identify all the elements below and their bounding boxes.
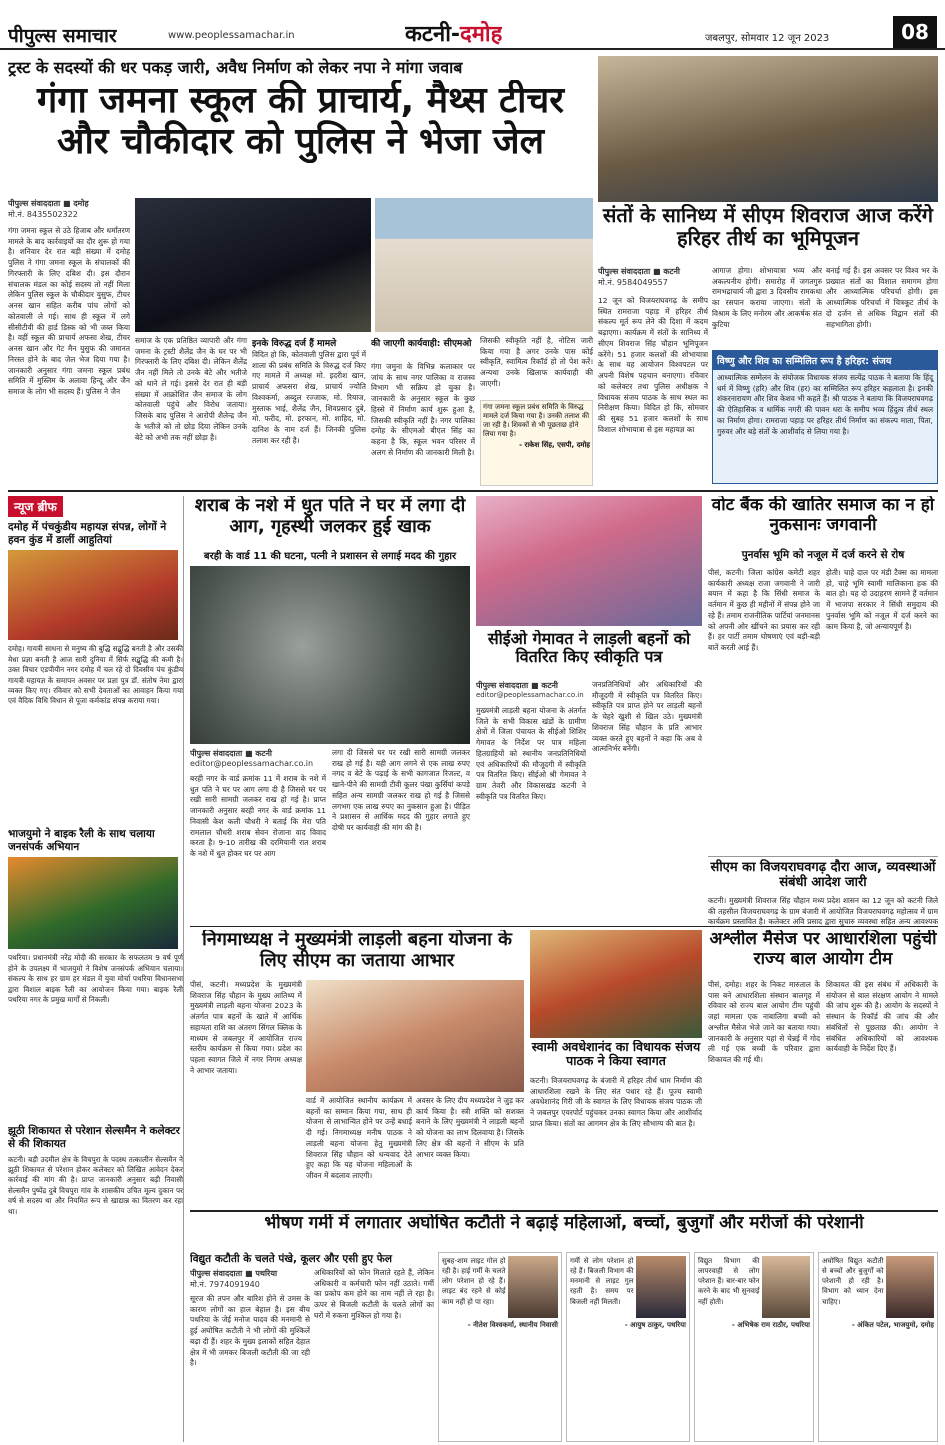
story2-body-col1: 12 जून को विजयराघवगढ़ के समीप स्थित रामराजा पहाड़ में हरिहर तीर्थ संकल्प मूर्त रूप लेने की दिशा में कदम बढ़ाएगा। कार्यक्रम में संतों के सानिध्य में सीएम शिवराज सिंह चौहान भूमिपूजन करेंगे। 51 हजार कलशों की शोभायात्रा के साथ यह आयोजन विश्वपटल पर अपनी विशेष पहचान बनाएगा। रविवार को कलेक्टर तथा पुलिस अधीक्षक ने विधायक संजय पाठक के साथ स्थल का निरीक्षण किया। विदित हो कि, सोमवार की सुबह 51 हजार कलशों के साथ विशाल शोभायात्रा से इस महायज्ञ का bbox=[598, 296, 708, 434]
quote-1-portrait bbox=[508, 1256, 558, 1318]
story1-body-col1: गंगा जमना स्कूल से उठे हिजाब और धर्मांतरण मामले के बाद कार्रवाइयों का दौर शुरू हो गया है। शनिवार देर रात बड़ी संख्या में दमोह पुलिस ने गंगा जमना स्कूल के संचालकों की गिरफ्तारी के लिए दबिश दी। इस दौरान संचालक मंडल का कोई सदस्य तो नहीं मिला लेकिन पुलिस स्कूल के चौकीदार युसुफ, टीचर अनस खान सहित करीब पांच लोगों को कोतवाली ले गई। साथ ही स्कूल में लगे सीसीटीवी की हार्ड डिस्क को भी जब्त किया है। वहीं स्कूल की प्राचार्य अफसा शेख, टीचर अनस खान और गेट मैन युसुफ की जमानत निरस्त होने के बाद जेल भेज दिया गया है। जानकारी अनुसार गंगा जमना स्कूल प्रबंध समिति में मुस्लिम के अलावा हिन्दू और जैन समाज के लोग भी सदस्य हैं। पुलिस ने जैन bbox=[8, 226, 130, 397]
story6-body: कटनी। मुख्यमंत्री शिवराज सिंह चौहान मध्य प्रदेश शासन का 12 जून को कटनी जिले की तहसील विजयराघवगढ़ के ग्राम बंजारी में आयोजित विजयराघवगढ़ महोत्सव में ग्राम कार्यक्रम प्रस्तावित है। कलेक्टर अवि प्रसाद द्वारा सुचारु व्यवस्था सहित अन्य आवश्यक bbox=[708, 896, 938, 926]
story5-body-col2: होती। चाहे दाल पर मंडी टैक्स का मामला हो, चाहे भूमि स्वामी मालिकाना हक की बात हो। यह दो उदाहरण सामने हैं वर्तमान में भाजपा सरकार ने सिंधी समुदाय की पुनर्वास भूमि को नजूल में दर्ज करने का काम किया है, जो अन्यायपूर्ण है। bbox=[826, 568, 938, 631]
brand-logo: पीपुल्स समाचार bbox=[8, 25, 117, 47]
story4-byline-block bbox=[476, 680, 588, 699]
story5-sub: पुनर्वास भूमि को नजूल में दर्ज करने से रोष bbox=[741, 549, 905, 561]
story3-body-col1: बरही नगर के वार्ड क्रमांक 11 में शराब के नशे में धुत पति ने घर पर आग लगा दी है जिससे घर पर रखी सारी सामग्री जलकर राख हो गई है। प्राप्त जानकारी अनुसार बरही नगर के वार्ड क्रमांक 11 निवासी केश कली चौधरी ने बताई कि मेरा पति रामलाल चौधरी शराब सेवन रोजाना वाद विवाद करता है। 9-10 तारीख की दरमियानी रात शराब के नशे में धुत होकर घर पर आग bbox=[190, 774, 326, 859]
news-brief-label: न्यूज ब्रीफ bbox=[8, 496, 63, 517]
story9-headline: अश्लील मैसेज पर आधारशिला पहुंची राज्य बाल आयोग टीम bbox=[709, 930, 937, 969]
story1-mobile: मो.नं. 8435502322 bbox=[8, 210, 78, 219]
quote-1-text: सुबह-शाम लाइट गोल हो रही है। हाई गर्मी के चलते लोग परेशान हो रहे हैं। लाइट बंद रहने से कोई काम नहीं हो पा रहा। bbox=[442, 1257, 506, 1306]
police-raid-photo bbox=[135, 198, 371, 332]
quote-1-by: - नीतेश विश्वकर्मा, स्थानीय निवासी bbox=[467, 1321, 558, 1329]
quote-2-by: - आयुष ठाकुर, पथरिया bbox=[624, 1321, 686, 1329]
cm-review-photo bbox=[598, 56, 938, 202]
story5-headline: वोट बैंक की खातिर समाज का न हो नुकसानः जगवानी bbox=[711, 496, 935, 535]
story1-byline-block bbox=[8, 198, 128, 220]
divider bbox=[190, 1210, 938, 1212]
story6-headline: सीएम का विजयराघवगढ़ दौरा आज, व्यवस्थाओं संबंधी आदेश जारी bbox=[708, 856, 938, 891]
story1-kicker: ट्रस्ट के सदस्यों की धर पकड़ जारी, अवैध निर्माण को लेकर नपा ने मांगा जवाब bbox=[8, 58, 463, 77]
sp-quote-box bbox=[480, 400, 593, 486]
story3-body-col2: लगा दी जिससे घर पर रखी सारी सामग्री जलकर राख हो गई है। यही आग लगने से एक लाख रुपए नगद व बेटे के पढ़ाई के सभी कागजात रिजल्ट, व खाने-पीने की सामग्री टीवी कूलर पंखा कुर्सियां कपड़े सहित अन्य सामग्री जलकर राख हो गई है जिससे लगभग एक लाख रुपए का नुकसान हुआ है। पीड़ित ने प्रशासन से आर्थिक मदद की गुहार लगाते हुए दोषी पर कार्यवाही की मांग की है। bbox=[332, 748, 470, 833]
quote-box-4 bbox=[818, 1252, 938, 1442]
quote-2-text: गर्मी से लोग परेशान हो रहे हैं। बिजली विभाग की मनमानी से लाइट गुल रहती है। समय पर बिजली नहीं मिलती। bbox=[570, 1257, 634, 1306]
story10-byline: पीपुल्स संवाददाता ■ पथरिया bbox=[190, 1269, 278, 1278]
story4-body-col2: जनप्रतिनिधियों और अधिकारियों की मौजूदगी में स्वीकृति पत्र वितरित किए। स्वीकृति पत्र प्राप्त होने पर लाड़ली बहनों के चेहरे खुशी से खिल उठे। मुख्यमंत्री शिवराज सिंह चौहान के प्रति आभार व्यक्त करते हुए बहनों ने कहा कि अब वे आत्मनिर्भर बनेंगी। bbox=[592, 680, 702, 754]
bike-rally-photo bbox=[8, 857, 178, 949]
story3-byline-block bbox=[190, 748, 330, 768]
story1-body-col3: विदित हो कि, कोतवाली पुलिस द्वारा पूर्व में शाला की प्रबंध समिति के विरुद्ध दर्ज किए गए मामले में अध्यक्ष मो. इदरीश खान, प्राचार्य अफसरा शेख, प्राचार्य ज्योति विश्वकर्मा, अब्दुल रज्जाक, मो. रियाज, मुस्ताक भाई, शैलेंद्र जैन, शिवप्रसाद दुबे, मो. फरीद, मो. इरफान, मो. शाहिद, मो. दानिश के नाम दर्ज हैं। जिनकी पुलिस तलाश कर रही है। bbox=[252, 350, 366, 445]
story7-body-col3: अवसर के लिए दीप मध्यप्रदेश ने जुड़ कर कार्य किया है। स्त्री शक्ति को सशक्त बनाने के लिए मुख्यमंत्री ने लाड़ली बहनों को योजना का लाभ दिलवाया है। जिसके लिए क्षेत्र की बहनों ने सीएम के प्रति आभार व्यक्त किया। bbox=[416, 1096, 524, 1159]
burnt-house-photo bbox=[190, 566, 470, 744]
story9-body-col1: पीसं, दमोह। शहर के निकट मारुताल के पास बने आधारशिला संस्थान बालगृह में रविवार को राज्य बाल आयोग टीम पहुंची जहां मामला एक नाबालिगा बच्ची को अश्लील मैसेज भेजे जाने का बताया गया। जानकारी के अनुसार यहां से चेन्नई में गोद ली गई एक बच्ची के परिवार द्वारा शिकायत की गई थी। bbox=[708, 980, 820, 1065]
story2-body-col3: बनाई गई हैं। इस अवसर पर विश्व भर के प्रख्यात संतों का विशाल समागम होगा और आध्यात्मिक परिचर्चा होगी। इस आध्यात्मिक परिचर्चा में चित्रकूट तीर्थ के दो दर्जन से अधिक विद्वान संतों की सहभागिता होगी। bbox=[826, 266, 938, 329]
quote-2-portrait bbox=[636, 1256, 686, 1318]
story10-headline: भीषण गर्मी में लगातार अघोषित कटौती ने बढ़ाई महिलाओं, बच्चों, बुजुर्गों और मरीजों की परेशानी bbox=[264, 1214, 864, 1233]
story9-body-col2: शिकायत की इस संबंध में अधिकारी के संयोजन से बाल संरक्षण आयोग ने मामले की जांच शुरू की है। आयोग के सदस्यों ने संस्थान के रिकॉर्ड की जांच की और संबंधितों से पूछताछ की। आयोग ने संबंधित अधिकारियों को आवश्यक कार्यवाही के निर्देश दिए हैं। bbox=[826, 980, 938, 1054]
story4-body-col1: मुख्यमंत्री लाड़ली बहना योजना के अंतर्गत जिले के सभी विकास खंडों के ग्रामीण क्षेत्रों में जिला पंचायत के सीईओ शिशिर गेमावत के निर्देश पर पात्र महिला हितग्राहियों को स्थानीय जनप्रतिनिधियों एवं अधिकारियों की मौजूदगी में स्वीकृति पत्र वितरित किए। सीईओ श्री गेमावत ने ग्राम तेवरी और विकासखंड कटनी ने स्वीकृति पत्र वितरित किए। bbox=[476, 706, 586, 801]
story2-mobile: मो.नं. 9584049557 bbox=[598, 278, 668, 287]
nigam-event-photo bbox=[306, 980, 524, 1092]
brief2-headline: भाजयुमो ने बाइक रैली के साथ चलाया जनसंपर्क अभियान bbox=[8, 828, 155, 853]
quote-box-1 bbox=[438, 1252, 562, 1442]
harihar-box bbox=[712, 350, 938, 484]
story10-body-col2: अधिकारियों को फोन मिलाते रहते हैं, लेकिन अधिकारी व कर्मचारी फोन नहीं उठाते। गर्मी का प्रकोप कम होने का नाम नहीं ले रहा है। ऊपर से बिजली कटौती के चलते लोगों का घरों में रुकना मुश्किल हो गया है। bbox=[314, 1268, 434, 1320]
story1-sub2: की जाएगी कार्यवाही: सीएमओ bbox=[371, 339, 472, 349]
story4-byline: पीपुल्स संवाददाता ■ कटनी bbox=[476, 681, 559, 690]
story2-byline: पीपुल्स संवाददाता ■ कटनी bbox=[598, 267, 681, 276]
story1-body-col5: जिसकी स्वीकृति नहीं है, नोटिस जारी किया गया है अगर उनके पास कोई स्वीकृति, स्वामित्व रिकॉर्ड हो तो पेश करें। अन्यथा उनके खिलाफ कार्यवाही की जाएगी। bbox=[480, 336, 593, 388]
quote-box-3 bbox=[694, 1252, 814, 1442]
yagya-photo bbox=[8, 550, 178, 640]
issue-date: जबलपुर, सोमवार 12 जून 2023 bbox=[705, 33, 830, 44]
ladli-behna-photo bbox=[476, 496, 702, 626]
news-brief-column bbox=[8, 496, 184, 1442]
harihar-box-title: विष्णु और शिव का सम्मिलित रूप है हरिहर: संजय bbox=[713, 351, 937, 370]
story7-body-col1: पीसं, कटनी। मध्यप्रदेश के मुख्यमंत्री शिवराज सिंह चौहान के मुख्य आतिथ्य में मुख्यमंत्री लाड़ली बहना योजना 2023 के अंतर्गत पात्र बहनों के खाते में आर्थिक सहायता राशि का अंतरण सिंगल क्लिक के माध्यम से जबलपुर में आयोजित राज्य स्तरीय कार्यक्रम से किया गया। प्रदेश का पहला स्वागत जिले में नगर निगम अध्यक्ष ने आभार जताया। bbox=[190, 980, 302, 1075]
quote-3-by: - अभिषेक राम राठौर, पथरिया bbox=[731, 1321, 810, 1329]
story3-sub: बरही के वार्ड 11 की घटना, पत्नी ने प्रशासन से लगाई मदद की गुहार bbox=[203, 551, 457, 562]
story5-body-col1: पीसं, कटनी। जिला कांग्रेस कमेटी शहर कार्यकारी अध्यक्ष राजा जगवानी ने जारी बयान में कहा है कि सिंधी समाज के वर्तमान में कुछ ही महीनों में संपन्न होने जा रहे हैं। तमाम राजनीतिक पार्टियां जनमानस को अपनी ओर खींचने का प्रयास कर रही हैं। हर पार्टी तमाम घोषणाएं एवं बड़ी-बड़ी बातें करती आई हैं। bbox=[708, 568, 820, 653]
story1-body-col2: समाज के एक प्रतिष्ठित व्यापारी और गंगा जमना के ट्रस्टी शैलेंद्र जैन के घर पर भी गिरफ्तारी के लिए दबिश दी। लेकिन शैलेंद्र जैन नहीं मिले तो उनके बेटे और भतीजे को थाने ले गई। इससे देर रात ही बड़ी संख्या में आक्रोशित जैन समाज के लोग कोतवाली पहुंचे और विरोध जताया। जिसके बाद पुलिस ने आरोपी शैलेन्द्र जैन के भतीजे को तो छोड़ दिया लेकिन उनके बेटे को अभी तक नहीं छोड़ा है। bbox=[135, 336, 247, 442]
story2-headline: संतों के सानिध्य में सीएम शिवराज आज करेंगे हरिहर तीर्थ का भूमिपूजन bbox=[602, 204, 934, 250]
story1-sub1: इनके विरुद्ध दर्ज हैं मामले bbox=[252, 339, 337, 349]
section-title: कटनी-दमोह bbox=[405, 22, 503, 47]
story2-byline-block bbox=[598, 266, 708, 288]
brief2-body: पथरिया। प्रधानमंत्री नरेंद्र मोदी की सरकार के सफलतम 9 वर्ष पूर्ण होने के उपलक्ष्य में भाजयुमो ने विशेष जनसंपर्क अभियान चलाया। संकल्प के साथ हर ग्राम हर मंडल में युवा मोर्चा पथरिया विधानसभा द्वारा विशाल बाइक रैली का आयोजन किया गया। बाइक रैली पथरिया नगर के प्रमुख मार्गों से निकली। bbox=[8, 953, 183, 1005]
quote-4-by: - अंकित पटेल, भाजयुमो, दमोह bbox=[851, 1321, 934, 1329]
brief3-body: कटनी। बड़ी उदमील क्षेत्र के विचपुरा के पदस्थ तत्कालीन सेल्समैन ने झूठी शिकायत से परेशान होकर कलेक्टर को लिखित आवेदन देकर कार्रवाई की मांग की है। प्राप्त जानकारी अनुसार बढ़ी निवासी सेल्समैन पुष्पेंद्र दुबे विचपुरा गांव के शासकीय उचित मूल्य दुकान पर वर्ष से सदस्य था और नियमित रूप से खाद्यान्न का वितरण कर रहा था। bbox=[8, 1154, 183, 1216]
harihar-box-body: आध्यात्मिक सम्मेलन के संयोजक विधायक संजय सत्येंद्र पाठक ने बताया कि हिंदू धर्म में विष्णु (हरि) और शिव (हर) का सम्मिलित रूप हरिहर कहलाता है। इनकी शंकरनारायण और शिव केशव भी कहते हैं। श्री पाठक ने बताया कि विजयराघवगढ़ की ऐतिहासिक व धार्मिक नगरी की पावन धरा के समीप भव्य हिंदुत्व तीर्थ स्थल का निर्माण होगा। रामराजा पहाड़ पर हरिहर तीर्थ निर्माण का संकल्प माता, पिता, गुरुवर और बड़े संतों के आशीर्वाद से लिया गया है। bbox=[717, 373, 933, 436]
divider bbox=[8, 490, 938, 492]
story1-byline: पीपुल्स संवाददाता ■ दमोह bbox=[8, 199, 89, 208]
divider bbox=[190, 926, 938, 927]
story3-email[interactable]: editor@peoplessamachar.co.in bbox=[190, 759, 314, 768]
story2-body-col2: आगाज होगा। शोभायात्रा भव्य और अकल्पनीय होगी। समारोह में जगतगुरु रामभद्राचार्य जी द्वारा 3 दिवसीय रामकथा का रसपान कराया जाएगा। संतों के विश्राम के लिए मनोरम और आकर्षक संत कुटिया bbox=[712, 266, 822, 329]
story8-headline: स्वामी अवधेशानंद का विधायक संजय पाठक ने किया स्वागत bbox=[531, 1040, 701, 1069]
brief3-headline: झूठी शिकायत से परेशान सेल्समैन ने कलेक्टर से की शिकायत bbox=[8, 1125, 180, 1150]
quote-box-2 bbox=[566, 1252, 690, 1442]
story3-headline: शराब के नशे में धुत पति ने घर में लगा दी आग, गृहस्थी जलकर हुई खाक bbox=[194, 496, 466, 537]
story10-byline-block bbox=[190, 1268, 310, 1290]
story8-body: कटनी। विजयराघवगढ़ के बंजारी में हरिहर तीर्थ धाम निर्माण की आधारशिला रखने के लिए संत पधार रहे हैं। पूज्य स्वामी अवधेशानंद गिरी जी के स्वागत के लिए विधायक संजय पाठक जी ने जबलपुर एयरपोर्ट पहुंचकर उनका स्वागत किया और आशीर्वाद प्राप्त किया। संतों का आगमन क्षेत्र के लिए सौभाग्य की बात है। bbox=[530, 1076, 702, 1128]
story3-byline: पीपुल्स संवाददाता ■ कटनी bbox=[190, 749, 273, 758]
story10-mobile: मो.नं. 7974091940 bbox=[190, 1280, 260, 1289]
site-url[interactable]: www.peoplessamachar.in bbox=[168, 30, 295, 41]
quote-4-text: अघोषित विद्युत कटौती से बच्चों और बुजुर्गों को परेशानी हो रही है। विभाग को ध्यान देना चाहिए। bbox=[822, 1257, 884, 1306]
story10-body-col1: सूरज की तपन और बारिश होने से उमस के कारण लोगों का हाल बेहाल है। इस बीच पथरिया के जेई मनोज यादव की मनमानी से हुई अघोषित कटौती ने भी लोगों की मुश्किलें बढ़ा दी हैं। शहर के मुख्य इलाकों सहित देहात क्षेत्र में भी जमकर बिजली कटौती की जा रही है। bbox=[190, 1294, 310, 1368]
brief1-headline: दमोह में पंचकुंडीय महायज्ञ संपन्न, लोगों ने हवन कुंड में डालीं आहुतियां bbox=[8, 521, 167, 546]
quote-3-portrait bbox=[762, 1256, 810, 1318]
sp-quote: गंगा जमना स्कूल प्रबंध समिति के विरुद्ध मामले दर्ज किया गया है। उनकी तलाश की जा रही है। शिवकों से भी पूछताछ होने लिया गया है। bbox=[483, 403, 590, 438]
masthead bbox=[0, 0, 945, 50]
story4-headline: सीईओ गेमावत ने लाड़ली बहनों को वितरित किए स्वीकृति पत्र bbox=[487, 630, 691, 667]
swami-welcome-photo bbox=[530, 930, 702, 1038]
page-number: 08 bbox=[893, 16, 937, 48]
quote-4-portrait bbox=[886, 1256, 934, 1318]
school-building-photo bbox=[375, 198, 593, 332]
story1-headline: गंगा जमना स्कूल की प्राचार्य, मैथ्स टीचर और चौकीदार को पुलिस ने भेजा जेल bbox=[37, 80, 564, 163]
story7-body-col2: वार्ड में आयोजित स्थानीय कार्यक्रम में बहनों का सम्मान किया गया, साथ ही योजना से लाभान्वित होने पर उन्हें बधाई दी गई। निगमाध्यक्ष मनीष पाठक ने लाड़ली बहना योजना हेतु मुख्यमंत्री शिवराज सिंह चौहान को धन्यवाद देते हुए कहा कि यह योजना महिलाओं के जीवन में बदलाव लाएगी। bbox=[306, 1096, 412, 1181]
quote-3-text: विद्युत विभाग की लापरवाही से लोग परेशान हैं। बार-बार फोन करने के बाद भी सुनवाई नहीं होती। bbox=[698, 1257, 760, 1306]
brief1-body: दमोह। गायत्री साधना से मनुष्य की बुद्धि सद्बुद्धि बनती है और उसकी मेधा प्रज्ञा बनती है आज सारी दुनिया में सिर्फ सद्बुद्धि की कमी है। उक्त विचार एडपीयीन नगर दमोह में चल रहे दो दिवसीय पंच कुंडीय गायत्री महायज्ञ के समापन अवसर पर प्रज्ञा पुत्र डॉ. संतोष नेमा द्वारा व्यक्त किए गए। रविवार को सभी देवताओं का आवाहन किया गया एवं वैदिक विधि विधान से पूजा कर्मकांड संपन्न कराया गया। bbox=[8, 644, 183, 706]
story7-headline: निगमाध्यक्ष ने मुख्यमंत्री लाड़ली बहना योजना के लिए सीएम का जताया आभार bbox=[202, 930, 512, 971]
story10-sub: विद्युत कटौती के चलते पंखे, कूलर और एसी हुए फेल bbox=[190, 1253, 392, 1265]
story4-email[interactable]: editor@peoplessamachar.co.in bbox=[476, 691, 584, 699]
sp-quote-by: - राकेश सिंह, एसपी, दमोह bbox=[519, 441, 590, 449]
story1-body-col4: गंगा जमुना के विभिन्न कलाकार पर जांच के साथ नगर पालिका व राजस्व विभाग भी सक्रिय हो चुका है। जानकारी के अनुसार स्कूल के कुछ हिस्से में निर्माण कार्य शुरू हुआ है, जिसकी स्वीकृति नहीं है। नगर पालिका दमोह के सीएमओ बीएल सिंह का कहना है कि, स्कूल भवन परिसर में अलग से निर्माण की जानकारी मिली है। bbox=[371, 362, 475, 457]
